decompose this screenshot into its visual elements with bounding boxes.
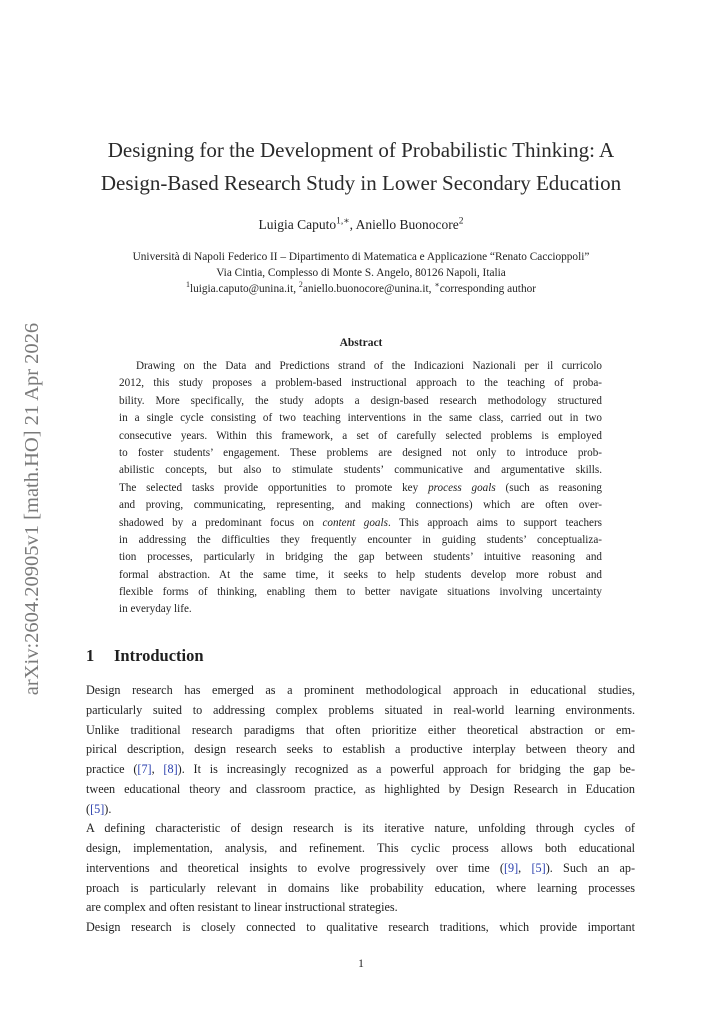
email-2-marker: 2 — [298, 280, 303, 290]
email-line — [86, 281, 636, 297]
corresponding-note: corresponding author — [439, 283, 536, 295]
citation-link[interactable]: [5] — [90, 801, 105, 816]
abstract-line — [119, 515, 602, 532]
citation-link[interactable]: [8] — [163, 762, 178, 776]
abstract-line — [119, 480, 602, 497]
abstract-text: shadowed by a predominant focus on — [119, 516, 323, 529]
body-line: are complex and often resistant to linear instructional strategies. — [86, 900, 398, 915]
author-2-marker: 2 — [458, 216, 464, 227]
abstract-line: in everyday life. — [119, 603, 192, 616]
body-line: Design research has emerged as a prominent methodological approach in educational studies, — [86, 683, 635, 697]
abstract-line: abilistic concepts, but also to stimulate students’ communicative and argumentative skills. — [119, 464, 602, 477]
body-line — [86, 859, 635, 879]
abstract-line: 2012, this study proposes a problem-based instructional approach to the teaching of proba- — [119, 377, 602, 390]
author-1-marker: 1,∗ — [336, 216, 350, 227]
abstract-line: tion processes, particularly in bridging the gap between students’ intuitive reasoning and — [119, 551, 602, 564]
abstract-line: in a single cycle consisting of two teaching interventions in the same class, carried out in two — [119, 412, 602, 425]
body-line: design, implementation, analysis, and refinement. This cyclic process allows both educational — [86, 841, 635, 855]
author-1: Luigia Caputo — [258, 217, 337, 232]
process-goals-term: process goals — [428, 481, 496, 494]
body-text: ). Such an ap- — [545, 860, 636, 875]
author-separator: , — [349, 217, 356, 232]
email-1-marker: 1 — [185, 280, 190, 290]
abstract-line: to foster students’ engagement. These problems are designed not only to introduce prob- — [119, 446, 602, 459]
abstract-line: bility. More specifically, the study adopts a design-based research methodology structured — [119, 394, 602, 407]
body-text: , — [518, 860, 532, 875]
arxiv-identifier — [21, 283, 43, 735]
abstract-text: (such as reasoning — [495, 481, 602, 494]
abstract-text: The selected tasks provide opportunities to promote key — [119, 481, 429, 494]
body-text: practice ( — [86, 762, 138, 776]
affiliation-line-1: Università di Napoli Federico II – Dipartimento di Matematica e Applicazione “Renato Caccioppoli” — [132, 251, 590, 263]
body-line: particularly suited to addressing complex problems situated in real-world learning environments. — [86, 702, 635, 717]
page-number: 1 — [358, 958, 364, 970]
section-title: Introduction — [114, 646, 204, 665]
body-text: interventions and theoretical insights to evolve progressively over time ( — [86, 860, 504, 875]
body-text: ( — [86, 801, 91, 816]
body-line — [86, 760, 635, 780]
abstract-line: Drawing on the Data and Predictions strand of the Indicazioni Nazionali per il curricolo — [136, 360, 602, 372]
title-line-2: Design-Based Research Study in Lower Secondary Education — [100, 171, 622, 195]
section-number: 1 — [86, 646, 95, 665]
abstract-line: flexible forms of thinking, enabling them to better navigate situations involving uncertainty — [119, 586, 602, 599]
abstract-line: and proving, communicating, representing, and making connections) which are often over- — [119, 499, 602, 512]
affiliation — [86, 249, 636, 297]
abstract-line: consecutive years. Within this framework, a set of carefully selected problems is employed — [119, 429, 602, 442]
body-text: , — [151, 762, 164, 776]
body-line: pirical description, design research seeks to establish a productive interplay between theory and — [86, 742, 635, 757]
body-text: ). It is increasingly recognized as a powerful approach for bridging the gap be- — [177, 762, 636, 776]
citation-link[interactable]: [9] — [503, 860, 519, 875]
abstract-text: . This approach aims to support teachers — [387, 516, 603, 529]
abstract-line: formal abstraction. At the same time, it seeks to help students develop more robust and — [119, 568, 602, 581]
author-2: Aniello Buonocore — [355, 217, 459, 232]
abstract-heading: Abstract — [339, 337, 383, 349]
email-1: luigia.caputo@unina.it, — [189, 283, 299, 295]
corresponding-marker: ∗ — [434, 280, 440, 290]
abstract-line: in addressing the difficulties they frequently encounter in guiding students’ conceptualiza- — [119, 533, 602, 546]
body-line: A defining characteristic of design research is its iterative nature, unfolding through cycles of — [86, 821, 635, 836]
email-2: aniello.buonocore@unina.it, — [302, 283, 435, 295]
body-line: tween educational theory and classroom practice, as highlighted by Design Research in Education — [86, 781, 635, 796]
arxiv-identifier-text: arXiv:2604.20905v1 [math.HO] 21 Apr 2026 — [21, 322, 43, 696]
paper-title — [86, 134, 636, 200]
authors — [86, 216, 636, 234]
section-heading — [86, 646, 204, 666]
body-line — [86, 800, 635, 820]
citation-link[interactable]: [5] — [531, 860, 546, 875]
title-line-1: Designing for the Development of Probabilistic Thinking: A — [107, 138, 615, 162]
body-line: proach is particularly relevant in domains like probability education, where learning processes — [86, 880, 635, 895]
affiliation-line-2: Via Cintia, Complesso di Monte S. Angelo, 80126 Napoli, Italia — [216, 267, 506, 279]
citation-link[interactable]: [7] — [137, 762, 152, 776]
introduction-body — [86, 681, 635, 938]
body-line: Design research is closely connected to qualitative research traditions, which provide important — [86, 920, 635, 934]
body-text: ). — [104, 801, 112, 816]
abstract-body — [119, 358, 602, 619]
body-line: Unlike traditional research paradigms that often prioritize either theoretical abstraction or em- — [86, 722, 635, 737]
content-goals-term: content goals — [322, 516, 388, 529]
